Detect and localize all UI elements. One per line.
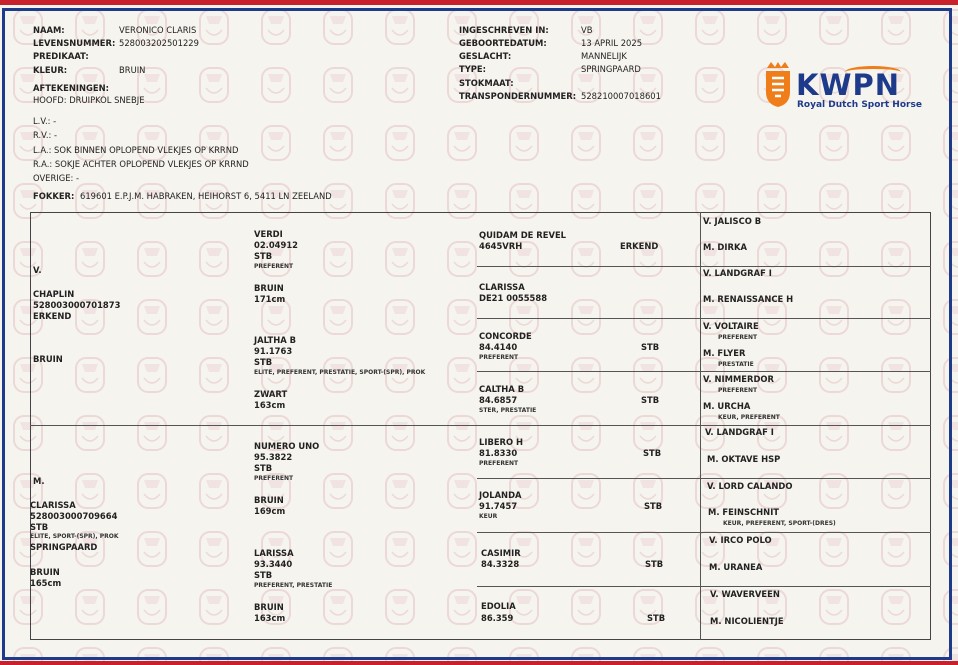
dam-stb: STB xyxy=(30,522,49,532)
row-divider xyxy=(477,318,931,319)
gen2-height: 171cm xyxy=(254,294,286,304)
gen4-name: V. VOLTAIRE xyxy=(703,321,759,331)
ingeschreven-label: INGESCHREVEN IN: xyxy=(459,25,549,35)
row-divider xyxy=(477,478,931,479)
gen4-name: M. URANEA xyxy=(709,562,763,572)
predikaat-label: PREDIKAAT: xyxy=(33,51,89,61)
gen2-number: 02.04912 xyxy=(254,240,298,250)
gen3-name: CASIMIR xyxy=(481,548,521,558)
gen2-pred: PREFERENT, PRESTATIE xyxy=(254,582,333,589)
gen3-name: QUIDAM DE REVEL xyxy=(479,230,567,240)
gen4-pred: PRESTATIE xyxy=(718,361,754,368)
gen2-number: 91.1763 xyxy=(254,346,293,356)
gen3-pred: PREFERENT xyxy=(479,460,519,467)
kleur-label: KLEUR: xyxy=(33,65,68,75)
gen2-pred: ELITE, PREFERENT, PRESTATIE, SPORT-(SPR), PROK xyxy=(254,369,426,376)
gen2-pred: PREFERENT xyxy=(254,263,294,270)
gen4-pred: PREFERENT xyxy=(718,387,758,394)
gen2-color: BRUIN xyxy=(254,602,284,612)
dam-height: 165cm xyxy=(30,578,62,588)
gen3-number: 84.3328 xyxy=(481,559,520,569)
gen2-stb: STB xyxy=(254,570,273,580)
gen4-pred: PREFERENT xyxy=(718,334,758,341)
geslacht-label: GESLACHT: xyxy=(459,51,512,61)
gen2-pred: PREFERENT xyxy=(254,475,294,482)
ra-text: R.A.: SOKJE ACHTER OPLOPEND VLEKJES OP KRRND xyxy=(33,159,249,169)
sire-status: ERKEND xyxy=(33,311,72,321)
gen3-number: 81.8330 xyxy=(479,448,518,458)
gen3-status: STB xyxy=(644,501,663,511)
gen3-number: 84.4140 xyxy=(479,342,518,352)
fokker-value: 619601 E.P.J.M. HABRAKEN, HEIHORST 6, 5411 LN ZEELAND xyxy=(80,191,332,201)
gen4-name: M. DIRKA xyxy=(703,242,747,252)
gen4-name: V. JALISCO B xyxy=(703,216,762,226)
sire-color: BRUIN xyxy=(33,354,63,364)
sire-prefix: V. xyxy=(33,265,42,275)
row-divider xyxy=(477,586,931,587)
gen3-status: ERKEND xyxy=(620,241,659,251)
gen2-name: JALTHA B xyxy=(254,335,297,345)
gen4-name: M. FEINSCHNIT xyxy=(708,507,780,517)
gen2-stb: STB xyxy=(254,357,273,367)
gen2-color: BRUIN xyxy=(254,283,284,293)
row-divider xyxy=(477,371,931,372)
row-divider xyxy=(477,266,931,267)
gen2-stb: STB xyxy=(254,463,273,473)
fokker-label: FOKKER: xyxy=(33,191,75,201)
sire-number: 528003000701873 xyxy=(33,300,121,310)
gen3-status: STB xyxy=(641,342,660,352)
gen3-name: LIBERO H xyxy=(479,437,524,447)
gen2-name: VERDI xyxy=(254,229,283,239)
levensnummer-value: 528003202501229 xyxy=(119,38,199,48)
gen2-height: 163cm xyxy=(254,400,286,410)
gen3-number: 84.6857 xyxy=(479,395,518,405)
kwpn-crest-icon xyxy=(763,62,793,108)
bottom-red-stripe xyxy=(0,661,958,665)
gen3-number: 91.7457 xyxy=(479,501,518,511)
gen2-height: 169cm xyxy=(254,506,286,516)
gen2-number: 93.3440 xyxy=(254,559,293,569)
gen4-name: V. NIMMERDOR xyxy=(703,374,774,384)
gen4-name: V. IRCO POLO xyxy=(709,535,772,545)
gen4-name: M. OKTAVE HSP xyxy=(707,454,781,464)
gen2-height: 163cm xyxy=(254,613,286,623)
kleur-value: BRUIN xyxy=(119,65,146,75)
logo-text: KWPN xyxy=(796,68,900,102)
gen2-name: NUMERO UNO xyxy=(254,441,320,451)
gen2-number: 95.3822 xyxy=(254,452,293,462)
gen3-name: EDOLIA xyxy=(481,601,516,611)
logo-subtitle: Royal Dutch Sport Horse xyxy=(797,100,922,110)
dam-color: BRUIN xyxy=(30,567,60,577)
gen3-number: DE21 0055588 xyxy=(479,293,548,303)
hoofd-text: HOOFD: DRUIPKOL SNEBJE xyxy=(33,95,145,105)
gen3-pred: PREFERENT xyxy=(479,354,519,361)
naam-label: NAAM: xyxy=(33,25,65,35)
geboortedatum-value: 13 APRIL 2025 xyxy=(581,38,643,48)
gen2-name: LARISSA xyxy=(254,548,294,558)
ingeschreven-value: VB xyxy=(581,25,593,35)
gen4-name: M. NICOLIENTJE xyxy=(710,616,784,626)
top-red-stripe xyxy=(0,0,958,5)
row-divider xyxy=(477,532,931,533)
gen2-color: BRUIN xyxy=(254,495,284,505)
gen2-color: ZWART xyxy=(254,389,288,399)
transponder-label: TRANSPONDERNUMMER: xyxy=(459,91,577,101)
gen3-number: 86.359 xyxy=(481,613,514,623)
gen3-status: STB xyxy=(641,395,660,405)
gen4-name: V. LANDGRAF I xyxy=(703,268,772,278)
dam-type: SPRINGPAARD xyxy=(30,542,98,552)
gen3-status: STB xyxy=(643,448,662,458)
dam-prefix: M. xyxy=(33,476,45,486)
gen3-name: CONCORDE xyxy=(479,331,532,341)
geslacht-value: MANNELIJK xyxy=(581,51,627,61)
gen3-name: CALTHA B xyxy=(479,384,525,394)
gen3-pred: KEUR xyxy=(479,513,498,520)
transponder-value: 528210007018601 xyxy=(581,91,661,101)
overige-text: OVERIGE: - xyxy=(33,173,80,183)
gen4-name: V. LORD CALANDO xyxy=(707,481,793,491)
gen3-status: STB xyxy=(647,613,666,623)
col-divider xyxy=(700,212,701,640)
lv-text: L.V.: - xyxy=(33,116,57,126)
type-label: TYPE: xyxy=(459,64,486,74)
levensnummer-label: LEVENSNUMMER: xyxy=(33,38,116,48)
gen3-name: JOLANDA xyxy=(479,490,522,500)
gen3-number: 4645VRH xyxy=(479,241,523,251)
gen3-pred: STER, PRESTATIE xyxy=(479,407,537,414)
rv-text: R.V.: - xyxy=(33,130,57,140)
gen4-name: V. LANDGRAF I xyxy=(705,427,774,437)
geboortedatum-label: GEBOORTEDATUM: xyxy=(459,38,547,48)
aftekeningen-label: AFTEKENINGEN: xyxy=(33,83,109,93)
gen4-pred: KEUR, PREFERENT xyxy=(718,414,780,421)
type-value: SPRINGPAARD xyxy=(581,64,641,74)
dam-number: 528003000709664 xyxy=(30,511,118,521)
sire-name: CHAPLIN xyxy=(33,289,75,299)
gen4-pred: KEUR, PREFERENT, SPORT-(DRES) xyxy=(723,520,836,527)
stokmaat-label: STOKMAAT: xyxy=(459,78,514,88)
gen4-name: V. WAVERVEEN xyxy=(710,589,780,599)
dam-predikaten: ELITE, SPORT-(SPR), PROK xyxy=(30,533,119,540)
gen2-stb: STB xyxy=(254,251,273,261)
naam-value: VERONICO CLARIS xyxy=(119,25,197,35)
gen3-status: STB xyxy=(645,559,664,569)
dam-name: CLARISSA xyxy=(30,500,76,510)
la-text: L.A.: SOK BINNEN OPLOPEND VLEKJES OP KRRND xyxy=(33,145,239,155)
gen4-name: M. RENAISSANCE H xyxy=(703,294,794,304)
gen3-name: CLARISSA xyxy=(479,282,525,292)
pedigree-table xyxy=(30,212,931,640)
row-divider-main xyxy=(30,425,931,426)
gen4-name: M. FLYER xyxy=(703,348,746,358)
gen4-name: M. URCHA xyxy=(703,401,751,411)
